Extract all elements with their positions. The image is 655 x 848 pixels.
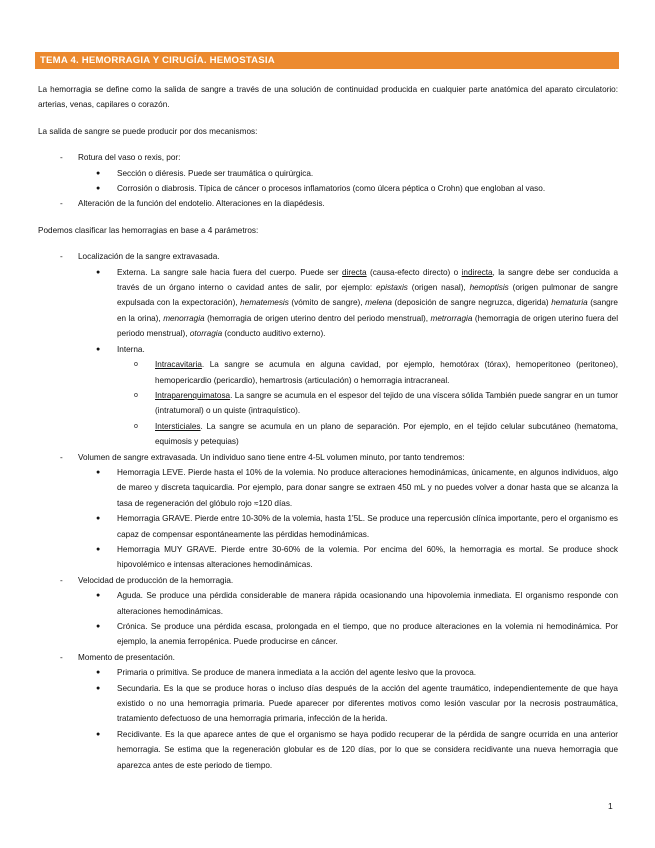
list-item-aguda: ● Aguda. Se produce una pérdida considerable de manera rápida ocasionando una hipovolemia inmediata. El organismo responde con alteraciones hemodinámicas. bbox=[96, 591, 618, 616]
list-item-externa: ● Externa. La sangre sale hacia fuera del cuerpo. Puede ser directa (causa-efecto directo) o indirecta, la sangre debe ser conducida a través de un órgano interno o cavidad antes de salir, por ejemplo: epistaxis (origen nasal), hemoptisis (origen pulmonar de sangre expulsada con la expectoración), hematemesis (vómito de sangre), melena (deposición de sangre negruzca, digerida) hematuria (sangre en la orina), menorragia (hemorragia de origen uterino dentro del periodo menstrual), metrorragia (hemorragia de origen uterino fuera del periodo menstrual), otorragia (conducto auditivo externo). bbox=[96, 267, 619, 339]
list-item-cronica: ● Crónica. Se produce una pérdida escasa, prolongada en el tiempo, que no produce alteraciones en la volemia ni hemodinámica. Por ejemplo, la anemia ferropénica. Puede producirse en cáncer. bbox=[96, 622, 618, 647]
list-item-primaria: ● Primaria o primitiva. Se produce de manera inmediata a la acción del agente lesivo que la provoca. bbox=[96, 668, 477, 678]
list-item-intraparenquimatosa: o Intraparenquimatosa. La sangre se acumula en el espesor del tejido de una víscera sólida También puede sangrar en un tumor (intratumoral) o un quiste (intraquístico). bbox=[134, 390, 618, 416]
list-item-leve: ● Hemorragia LEVE. Pierde hasta el 10% de la volemia. No produce alteraciones hemodinámicas, únicamente, en algunos individuos, algo de mareo y discreta taquicardia. Por ejemplo, para donar sangre se extraen 450 mL y no puedes volver a donar hasta que se alcanza la tasa de regeneración del glóbulo rojo ≈120 días. bbox=[96, 467, 618, 508]
list-item-corrosion: ● Corrosión o diabrosis. Típica de cáncer o procesos inflamatorios (como úlcera péptica o Crohn) que engloban al vaso. bbox=[96, 184, 546, 194]
list-item-localizacion: - Localización de la sangre extravasada. bbox=[60, 252, 220, 262]
list-item-momento: - Momento de presentación. bbox=[60, 652, 175, 662]
list-item-muy-grave: ● Hemorragia MUY GRAVE. Pierde entre 30-60% de la volemia. Por encima del 60%, la hemorragia es mortal. Se produce shock hipovolémico e intensas alteraciones hemodinámicas. bbox=[96, 544, 618, 570]
section-title-banner: TEMA 4. HEMORRAGIA Y CIRUGÍA. HEMOSTASIA bbox=[35, 52, 619, 69]
list-item-interna: ● Interna. bbox=[96, 344, 145, 354]
list-item-alteracion: - Alteración de la función del endotelio. Alteraciones en la diapédesis. bbox=[60, 199, 325, 209]
list-item-intersticiales: o Intersticiales. La sangre se acumula en un plano de separación. Por ejemplo, en el tejido celular subcutáneo (hematoma, equimosis y petequias) bbox=[134, 421, 618, 447]
list-item-rotura: - Rotura del vaso o rexis, por: bbox=[60, 153, 181, 163]
list-item-grave: ● Hemorragia GRAVE. Pierde entre 10-30% de la volemia, hasta 1'5L. Se produce una repercusión clínica importante, pero el organismo es capaz de compensar espontáneamente las pérdidas hemodinámicas. bbox=[96, 514, 618, 539]
list-item-velocidad: - Velocidad de producción de la hemorragia. bbox=[60, 575, 234, 585]
list-item-intracavitaria: o Intracavitaria. La sangre se acumula en alguna cavidad, por ejemplo, hemotórax (tórax), hemoperitoneo (peritoneo), hemopericardio (pericardio), hemartrosis (articulación) o hemorragia intracraneal. bbox=[134, 360, 618, 385]
classification-intro: Podemos clasificar las hemorragias en base a 4 parámetros: bbox=[38, 225, 259, 235]
mechanisms-intro: La salida de sangre se puede producir por dos mecanismos: bbox=[38, 126, 258, 136]
list-item-recidivante: ● Recidivante. Es la que aparece antes de que el organismo se haya podido recuperar de la pérdida de sangre ocurrida en una anterior hemorragia. Se estima que la regeneración globular es de 120 días, por lo que se considera recidivante una nueva hemorragia que aparezca antes de este periodo de tiempo. bbox=[96, 729, 618, 770]
list-item-seccion: ● Sección o diéresis. Puede ser traumática o quirúrgica. bbox=[96, 168, 314, 178]
list-item-secundaria: ● Secundaria. Es la que se produce horas o incluso días después de la acción del agente traumático, independientemente de que haya existido o no una hemorragia primaria. Puede aparecer por diferentes motivos como lesión vascular por la necrosis postraumática, tratamiento defectuoso de una hemorragia primaria, infección de la herida. bbox=[96, 683, 618, 724]
intro-paragraph: La hemorragia se define como la salida de sangre a través de una solución de continuidad producida en cualquier parte anatómica del aparato circulatorio: arterias, venas, capilares o corazón. bbox=[38, 85, 618, 110]
document-body bbox=[38, 82, 618, 773]
list-item-volumen: - Volumen de sangre extravasada. Un individuo sano tiene entre 4-5L volumen minuto, por tanto tendremos: bbox=[60, 452, 465, 462]
page-number: 1 bbox=[608, 801, 613, 811]
